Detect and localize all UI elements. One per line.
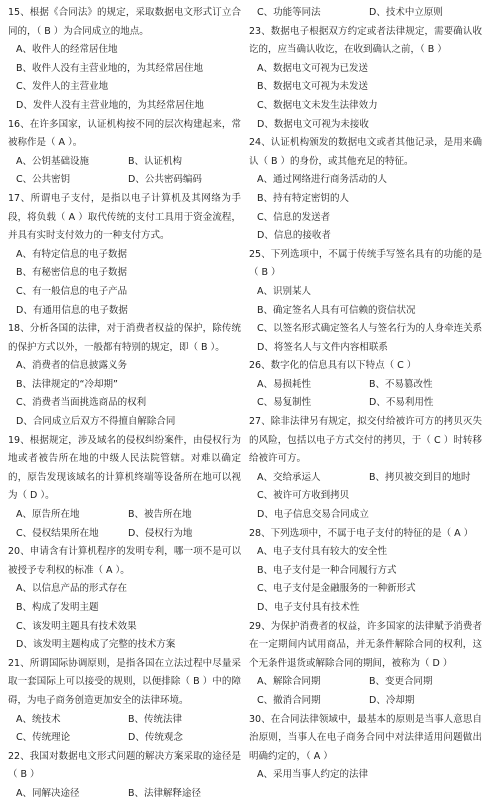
option-text: B、有秘密信息的电子数据 (16, 267, 128, 279)
option-text: D、将签名人与文件内容相联系 (257, 341, 388, 353)
option-text: A、数据电文可视为已发送 (257, 62, 368, 74)
option-row (8, 711, 241, 730)
option-text: D、电子信息交易合同成立 (257, 509, 369, 521)
option-text: D、数据电文可视为未接收 (257, 118, 369, 130)
option-row (249, 469, 482, 488)
option-text: D、不易利用性 (369, 397, 434, 409)
option-text: A、易损耗性 (257, 378, 311, 390)
option-text: C、侵权结果所在地 (16, 527, 99, 539)
option-text: A、收件人的经常居住地 (16, 44, 118, 56)
option-text: B、构成了发明主题 (16, 602, 99, 613)
option-text: C、电子支付是金融服务的一种新形式 (257, 583, 416, 595)
question-text: 25、下列选项中，不属于传统手写签名具有的功能的是（ B ） (249, 248, 482, 279)
question-text: 27、除非法律另有规定，拟交付给被许可方的拷贝灭失的风险，包括以电子方式交付的拷贝，于（ C ）时转移给被许可方。 (249, 416, 482, 465)
option-text: D、技术中立原则 (369, 7, 443, 18)
question-text: 23、数据电子根据双方约定或者法律规定，需要确认收讫的，应当确认收讫，在收到确认之前，（ B ） (249, 25, 482, 56)
option-text: A、电子支付具有较大的安全性 (257, 546, 387, 558)
option-text: B、收件人没有主营业地的，为其经常居住地 (16, 62, 204, 74)
option-text: D、传统观念 (128, 732, 183, 744)
option-row (249, 376, 482, 395)
option-row (249, 4, 482, 23)
question-text: 20、申请含有计算机程序的发明专利，哪一项不是可以被授予专利权的标准（ A ）。 (8, 546, 241, 576)
option-text: A、识别某人 (257, 285, 311, 297)
option-text: D、信息的接收者 (257, 230, 331, 242)
option-text: C、撤消合同期 (257, 694, 321, 706)
option-text: A、统技术 (16, 713, 61, 725)
option-text: B、传统法律 (128, 713, 183, 725)
option-text: A、同解决途径 (16, 787, 80, 799)
option-text: B、法律规定的“冷却期” (16, 378, 118, 390)
option-text: B、法律解释途径 (128, 787, 202, 799)
option-text: D、侵权行为地 (128, 527, 193, 539)
option-row (8, 506, 241, 525)
option-text: C、被许可方收到拷贝 (257, 490, 350, 502)
question-text: 22、我国对数据电文形式问题的解决方案采取的途径是（ B ） (8, 750, 241, 781)
option-text: A、原告所在地 (16, 509, 80, 521)
option-text: C、发件人的主营业地 (16, 81, 109, 93)
option-text: B、数据电文可视为未发送 (257, 81, 369, 93)
option-text: A、交给承运人 (257, 471, 321, 483)
option-text: A、解除合同期 (257, 676, 321, 688)
option-text: A、通过网络进行商务活动的人 (257, 174, 387, 186)
option-text: B、不易篡改性 (369, 378, 433, 390)
option-text: C、有一般信息的电子产品 (16, 285, 128, 297)
question-text: 24、认证机构颁发的数据电文或者其他记录，是用来确认（ B ）的身份，或其他充足的特征。 (249, 137, 482, 167)
option-row (8, 729, 241, 748)
right-column (249, 4, 482, 790)
option-text: D、合同成立后双方不得擅自解除合同 (16, 416, 176, 428)
question-text: 17、所谓电子支付，是指以电子计算机及其网络为手段，将负载（ A ）取代传统的支付工具用于资金流程，并具有实时支付效力的一种支付方式。 (8, 192, 241, 242)
option-text: B、被告所在地 (128, 509, 192, 521)
option-text: C、数据电文未发生法律效力 (257, 99, 378, 111)
option-row (249, 673, 482, 692)
option-text: B、变更合同期 (369, 676, 433, 688)
option-text: B、持有特定密钥的人 (257, 192, 350, 204)
option-row (8, 785, 241, 804)
option-text: D、冷却期 (369, 694, 415, 706)
option-text: C、公共密钥 (16, 174, 71, 186)
question-text: 16、在许多国家，认证机构按不同的层次构建起来，常被称作是（ A ）。 (8, 118, 241, 149)
option-text: D、公共密码编码 (128, 174, 202, 186)
option-text: D、电子支付具有技术性 (257, 602, 360, 613)
option-text: C、信息的发送者 (257, 211, 331, 223)
question-text: 30、在合同法律领域中，最基本的原则是当事人意思自治原则，当事人在电子商务合同中对法律适用问题做出明确约定的，（ A ） (249, 713, 482, 762)
option-text: C、以签名形式确定签名人与签名行为的人身牵连关系 (257, 323, 483, 335)
question-text: 26、数字化的信息具有以下特点（ C ） (249, 360, 417, 372)
option-text: C、功能等同法 (257, 7, 321, 18)
option-row (249, 394, 482, 413)
option-text: A、公钥基础设施 (16, 155, 89, 167)
option-text: B、认证机构 (128, 155, 183, 167)
option-text: C、传统理论 (16, 732, 71, 744)
question-text: 21、所谓国际协调原则，是指各国在立法过程中尽量采取一套国际上可以接受的规则，以便排除（ B ）中的障碍，为电子商务创造更加安全的法律环境。 (8, 657, 241, 706)
option-text: B、确定签名人具有可信赖的资信状况 (257, 304, 416, 316)
option-row (8, 153, 241, 172)
option-text: A、以信息产品的形式存在 (16, 583, 127, 595)
option-text: D、发件人没有主营业地的，为其经常居住地 (16, 99, 204, 111)
question-text: 18、分析各国的法律，对于消费者权益的保护，除传统的保护方式以外，一般都有特别的规定，即（ B ）。 (8, 323, 241, 353)
option-text: D、该发明主题构成了完整的技术方案 (16, 639, 176, 651)
option-text: A、采用当事人约定的法律 (257, 769, 368, 781)
option-text: C、消费者当面挑选商品的权利 (16, 397, 147, 409)
left-column (8, 4, 241, 799)
option-text: C、该发明主题具有技术效果 (16, 620, 137, 632)
question-text: 15、根据《合同法》的规定，采取数据电文形式订立合同的，（ B ）为合同成立的地点。 (8, 7, 241, 37)
option-text: A、消费者的信息披露义务 (16, 360, 127, 372)
question-text: 29、为保护消费者的权益，许多国家的法律赋予消费者在一定期间内试用商品，并无条件解除合同的权利，这个无条件退货或解除合同的期间，被称为（ D ） (249, 620, 482, 669)
option-row (8, 525, 241, 544)
option-text: D、有通用信息的电子数据 (16, 304, 128, 316)
option-row (8, 171, 241, 190)
option-text: A、有特定信息的电子数据 (16, 248, 127, 260)
question-text: 28、下列选项中，不属于电子支付的特征的是（ A ） (249, 527, 474, 539)
option-text: B、拷贝被交到目的地时 (369, 471, 471, 483)
option-text: B、电子支付是一种合同履行方式 (257, 564, 397, 576)
option-row (249, 692, 482, 711)
question-text: 19、根据规定，涉及域名的侵权纠纷案件，由侵权行为地或者被告所在地的中级人民法院管辖。对难以确定的，原告发现该域名的计算机终端等设备所在地可以视为（ D ）。 (8, 434, 241, 502)
option-text: C、易复制性 (257, 397, 312, 409)
